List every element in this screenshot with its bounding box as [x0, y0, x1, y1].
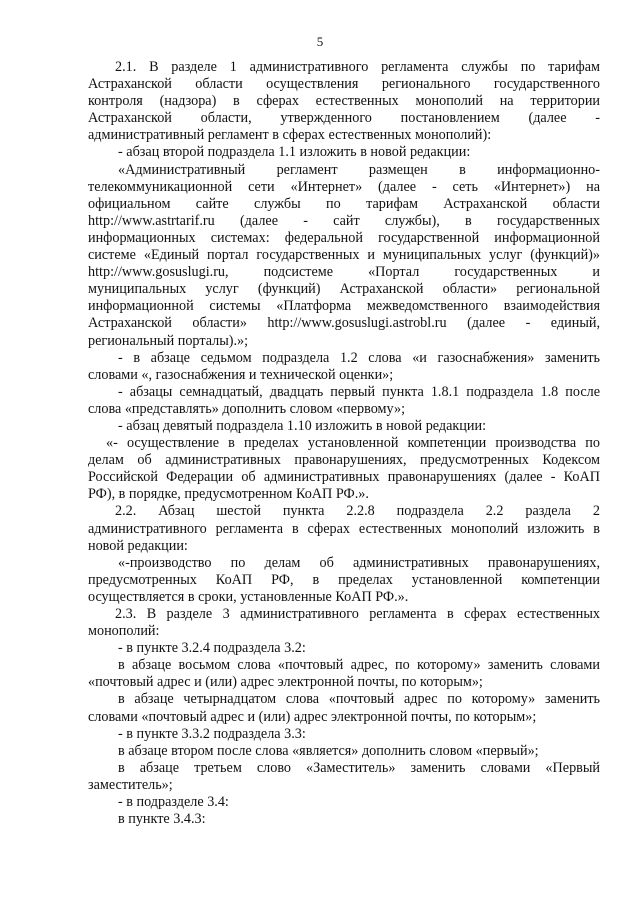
text-line: слова «представлять» дополнить словом «первому»;: [88, 400, 406, 417]
text-line: в абзаце восьмом слова «почтовый адрес, по которому» заменить словами: [118, 657, 600, 674]
text-line: в абзаце четырнадцатом слова «почтовый адрес по которому» заменить: [118, 691, 600, 708]
text-line: - в пункте 3.3.2 подраздела 3.3:: [118, 725, 306, 742]
page-number: 5: [316, 34, 324, 49]
document-body: [88, 59, 600, 828]
text-line: «-производство по делам об административных правонарушениях,: [118, 554, 600, 571]
text-line: информационных системах: федеральной государственной информационной: [88, 229, 600, 246]
text-line: 2.2. Абзац шестой пункта 2.2.8 подраздела 2.2 раздела 2: [115, 503, 600, 520]
text-line: Астраханской области, утвержденного постановлением (далее -: [88, 110, 600, 127]
text-line: - в пункте 3.2.4 подраздела 3.2:: [118, 640, 306, 657]
text-line: административного регламента в сферах естественных монополий изложить в: [88, 520, 600, 537]
text-line: - абзац девятый подраздела 1.10 изложить в новой редакции:: [118, 417, 487, 434]
text-line: словами «, газоснабжения и технической оценки»;: [88, 366, 394, 383]
text-line: в абзаце втором после слова «является» дополнить словом «первый»;: [118, 742, 539, 759]
text-line: новой редакции:: [88, 537, 188, 554]
text-line: «почтовый адрес и (или) адрес электронной почты, по которым»;: [88, 674, 483, 691]
text-line: заместитель»;: [88, 776, 173, 793]
text-line: 2.3. В разделе 3 административного регламента в сферах естественных: [115, 606, 600, 622]
text-line: монополий:: [88, 623, 160, 640]
text-line: словами «почтовый адрес и (или) адрес электронной почты, по которым»;: [88, 708, 537, 725]
text-line: - абзац второй подраздела 1.1 изложить в новой редакции:: [118, 144, 471, 161]
text-line: информационной системы «Платформа межведомственного взаимодействия: [88, 298, 600, 315]
text-line: - абзацы семнадцатый, двадцать первый пункта 1.8.1 подраздела 1.8 после: [118, 383, 600, 400]
text-line: административный регламент в сферах естественных монополий):: [88, 127, 492, 144]
text-line: муниципальных услуг (функций) Астраханской области» региональной: [88, 281, 600, 298]
text-line: контроля (надзора) в сферах естественных монополий на территории: [88, 93, 600, 110]
text-line: РФ), в порядке, предусмотренном КоАП РФ.».: [88, 486, 369, 503]
text-line: системе «Единый портал государственных и муниципальных услуг (функций)»: [88, 247, 600, 264]
text-line: «- осуществление в пределах установленной компетенции производства по: [106, 435, 600, 452]
text-line: официальном сайте службы по тарифам Астраханской области: [88, 195, 600, 212]
text-line: осуществляется в сроки, установленные КоАП РФ.».: [88, 588, 409, 605]
text-line: http://www.astrtarif.ru (далее - сайт службы), в государственных: [88, 212, 600, 229]
text-line: региональный порталы).»;: [88, 332, 249, 349]
text-line: «Административный регламент размещен в информационно-: [118, 161, 600, 178]
text-line: делам об административных правонарушениях, предусмотренных Кодексом: [88, 452, 600, 469]
text-line: Астраханской области» http://www.gosuslugi.astrobl.ru (далее - единый,: [88, 315, 600, 332]
text-line: в абзаце третьем слово «Заместитель» заменить словами «Первый: [118, 759, 600, 776]
text-line: Российской Федерации об административных правонарушениях (далее - КоАП: [88, 469, 600, 486]
text-line: в пункте 3.4.3:: [118, 811, 206, 828]
text-line: - в подразделе 3.4:: [118, 794, 229, 811]
text-line: предусмотренных КоАП РФ, в пределах установленной компетенции: [88, 571, 600, 588]
text-line: 2.1. В разделе 1 административного регламента службы по тарифам: [115, 59, 600, 75]
text-line: Астраханской области осуществления регионального государственного: [88, 76, 600, 93]
text-line: http://www.gosuslugi.ru, подсистеме «Портал государственных и: [88, 264, 600, 281]
text-line: - в абзаце седьмом подраздела 1.2 слова «и газоснабжения» заменить: [118, 349, 600, 366]
text-line: телекоммуникационной сети «Интернет» (далее - сеть «Интернет») на: [88, 178, 600, 195]
